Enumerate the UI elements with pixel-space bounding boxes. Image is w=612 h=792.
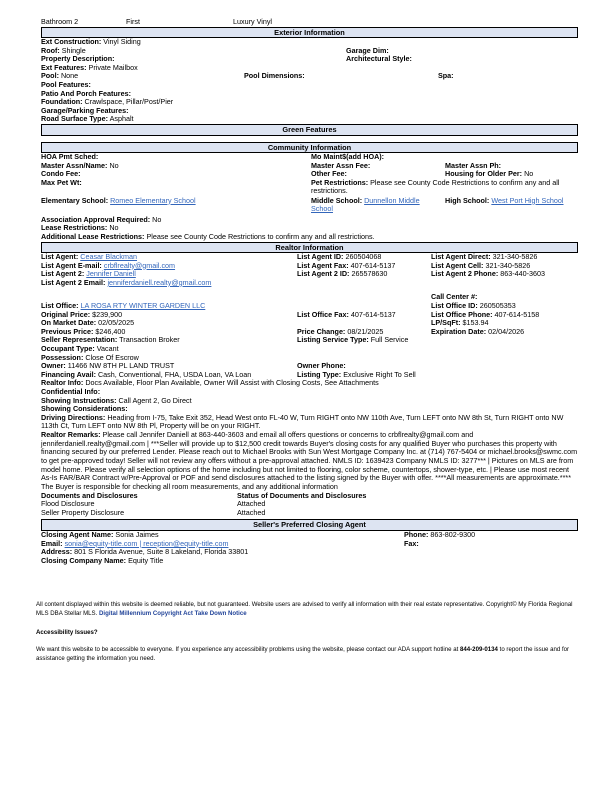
closing-address-row: Address: 801 S Florida Avenue, Suite 8 Lakeland, Florida 33801 bbox=[41, 547, 249, 557]
realtor-remarks: Realtor Remarks: Please call Jennifer Daniell at 863-440-3603 and email all offers questions or concerns to crbflrealty@gmail.com and jenniferdaniell.realty@gmail.com | ***Seller will provide up to $12,500 credit towards Buyer's closing costs for any qualified Buyer who purchases this property with financing secured by our preferred Lender. Please reach out to Michael Brooks with Sun West Mortgage Company Inc. at (714) 767-5404 or michael.brooks@swmc.com to get pre-approved today! Seller will not review any offers without a pre-approval attached. NMLS ID: 1639423 Company NMLS ID: 3277*** | Pictures on MLS are from model home. Please verify all selection options of the home including but not limited to flooring, color scheme, countertops, shower-type, etc. | Please use most recent As-Is FAR/BAR Contract w/Pre-Approval or POF and send disclosures attached to the listing signed by the Buyer with offer. ****All measurements are approximate.**** The Buyer is responsible for checking all room measurements, and any additional information bbox=[41, 430, 578, 491]
ext-features-row: Ext Features: Private Mailbox bbox=[41, 62, 138, 72]
exterior-section-header: Exterior Information bbox=[41, 27, 578, 39]
hoa-row: HOA Pmt Sched: Mo Maint$(add HOA): bbox=[41, 152, 385, 162]
road-surface-row: Road Surface Type: Asphalt bbox=[41, 114, 134, 124]
elementary-school-link[interactable]: Romeo Elementary School bbox=[110, 195, 196, 205]
confidential-row: Confidential Info: bbox=[41, 387, 101, 396]
schools-row: Elementary School: Romeo Elementary School Middle School: Dunnellon Middle School High School: West Port High School bbox=[41, 195, 564, 214]
pool-features-row: Pool Features: bbox=[41, 80, 91, 90]
original-price-row: Original Price: $239,900 List Office Fax: 407-614-5137 List Office Phone: 407-614-5158 bbox=[41, 309, 540, 319]
list-agent2-email-link[interactable]: jenniferdaniell.realty@gmail.com bbox=[107, 277, 212, 287]
accessibility-title: Accessibility Issues? bbox=[36, 629, 98, 636]
ext-construction-row: Ext Construction: Vinyl Siding bbox=[41, 37, 141, 47]
garage-parking-row: Garage/Parking Features: bbox=[41, 105, 129, 115]
foundation-row: Foundation: Crawlspace, Pillar/Post/Pier bbox=[41, 97, 174, 107]
listing-detail-page bbox=[41, 0, 578, 565]
doc-name: Flood Disclosure bbox=[41, 499, 95, 509]
closing-email-link[interactable]: sonia@equity-title.com | reception@equity-title.com bbox=[64, 538, 229, 548]
list-office-link[interactable]: LA ROSA RTY WINTER GARDEN LLC bbox=[80, 301, 206, 311]
on-market-row: On Market Date: 02/05/2025 LP/SqFt: $153.94 bbox=[41, 318, 489, 328]
high-school-link[interactable]: West Port High School bbox=[491, 195, 564, 205]
additional-lease-row: Additional Lease Restrictions: Please see County Code Restrictions to confirm any and all restrictions. bbox=[41, 232, 375, 241]
room-flooring: Luxury Vinyl bbox=[233, 17, 273, 26]
doc-status: Attached bbox=[237, 507, 266, 517]
docs-col-header: Documents and Disclosures bbox=[41, 490, 138, 500]
list-agent2-link[interactable]: Jennifer Daniell bbox=[86, 269, 136, 279]
community-section-header: Community Information bbox=[41, 142, 578, 154]
property-description-row: Property Description: Architectural Style: bbox=[41, 54, 412, 64]
closing-agent-row: Closing Agent Name: Sonia Jaimes Phone: 863-802-9300 bbox=[41, 529, 476, 539]
list-agent2-row: List Agent 2: Jennifer Daniell List Agent 2 ID: 265578630 List Agent 2 Phone: 863-440-3603 bbox=[41, 269, 545, 279]
ada-hotline[interactable]: 844-209-0134 bbox=[459, 646, 498, 653]
doc-status: Attached bbox=[237, 499, 266, 509]
driving-directions: Driving Directions: Heading from I-75, Take Exit 352, Head West onto FL-40 W, Turn RIGHT onto NW 110th Ave, Turn LEFT onto NW 8th St, Turn RIGHT onto NW 113th Ct, Turn LEFT onto NW 8th Pl, Property will be on your RIGHT. bbox=[41, 412, 564, 431]
green-section-header: Green Features bbox=[41, 124, 578, 136]
middle-school-link[interactable]: Dunnellon Middle School bbox=[311, 195, 420, 214]
documents-table bbox=[41, 492, 578, 518]
list-agent-link[interactable]: Ceasar Blackman bbox=[80, 252, 137, 262]
patio-row: Patio And Porch Features: bbox=[41, 88, 131, 98]
list-agent2-email-row: List Agent 2 Email: jenniferdaniell.realty@gmail.com bbox=[41, 277, 212, 287]
financing-row: Financing Avail: Cash, Conventional, FHA, USDA Loan, VA Loan Listing Type: Exclusive Right To Sell bbox=[41, 369, 416, 379]
closing-email-row: Email: sonia@equity-title.com | reception@equity-title.com Fax: bbox=[41, 538, 419, 548]
realtor-info-row: Realtor Info: Docs Available, Floor Plan Available, Owner Will Assist with Closing Costs, See Attachments bbox=[41, 378, 379, 388]
room-level: First bbox=[126, 17, 140, 26]
pool-row: Pool: None Pool Dimensions: Spa: bbox=[41, 71, 454, 81]
doc-name: Seller Property Disclosure bbox=[41, 507, 125, 517]
docs-status-col-header: Status of Documents and Disclosures bbox=[237, 490, 367, 500]
room-name: Bathroom 2 bbox=[41, 17, 79, 26]
list-agent-row: List Agent: Ceasar Blackman List Agent ID: 260504068 List Agent Direct: 321-340-5826 bbox=[41, 252, 538, 262]
closing-section-header: Seller's Preferred Closing Agent bbox=[41, 519, 578, 531]
possession-row: Possession: Close Of Escrow bbox=[41, 352, 139, 362]
occupant-row: Occupant Type: Vacant bbox=[41, 344, 119, 354]
table-row bbox=[41, 509, 578, 518]
list-office-row: List Office: LA ROSA RTY WINTER GARDEN LLC List Office ID: 260505353 bbox=[41, 301, 516, 311]
master-assn-row: Master Assn/Name: No Master Assn Fee: Master Assn Ph: bbox=[41, 160, 502, 170]
pet-row: Max Pet Wt: Pet Restrictions: Please see County Code Restrictions to confirm any and all restrictions. bbox=[41, 177, 560, 196]
dmca-link[interactable]: Digital Millennium Copyright Act Take Down Notice bbox=[99, 610, 247, 618]
lease-restrictions-row: Lease Restrictions: No bbox=[41, 223, 119, 233]
room-row bbox=[41, 18, 578, 27]
showing-instructions-row: Showing Instructions: Call Agent 2, Go Direct bbox=[41, 395, 192, 405]
realtor-section-header: Realtor Information bbox=[41, 242, 578, 254]
assoc-approval-row: Association Approval Required: No bbox=[41, 214, 162, 224]
showing-considerations-row: Showing Considerations: bbox=[41, 404, 128, 414]
list-agent-email-row: List Agent E-mail: crbflrealty@gmail.com List Agent Fax: 407-614-5137 List Agent Cell: 321-340-5826 bbox=[41, 260, 531, 270]
previous-price-row: Previous Price: $246,400 Price Change: 08/21/2025 Expiration Date: 02/04/2026 bbox=[41, 326, 525, 336]
seller-rep-row: Seller Representation: Transaction Broker Listing Service Type: Full Service bbox=[41, 335, 409, 345]
call-center-row: Call Center #: bbox=[431, 292, 478, 302]
footer-disclaimer: All content displayed within this website is deemed reliable, but not guaranteed. Website users are advised to verify all information with their real estate representative. Copyright© My Florida Regional MLS DBA Stellar MLS. Digital Millennium Copyright Act Take Down Notice bbox=[36, 601, 573, 618]
roof-row: Roof: Shingle Garage Dim: bbox=[41, 45, 389, 55]
owner-row: Owner: 11466 NW 8TH PL LAND TRUST Owner Phone: bbox=[41, 361, 346, 371]
condo-fee-row: Condo Fee: Other Fee: Housing for Older Per: No bbox=[41, 169, 534, 179]
closing-company-row: Closing Company Name: Equity Title bbox=[41, 555, 164, 565]
accessibility-text: We want this website to be accessible to everyone. If you experience any accessibility problems using the website, please contact our ADA support hotline at 844-209-0134 to report the issue and for assistance getting the information you need. bbox=[36, 646, 570, 663]
list-agent-email-link[interactable]: crbflrealty@gmail.com bbox=[103, 260, 176, 270]
